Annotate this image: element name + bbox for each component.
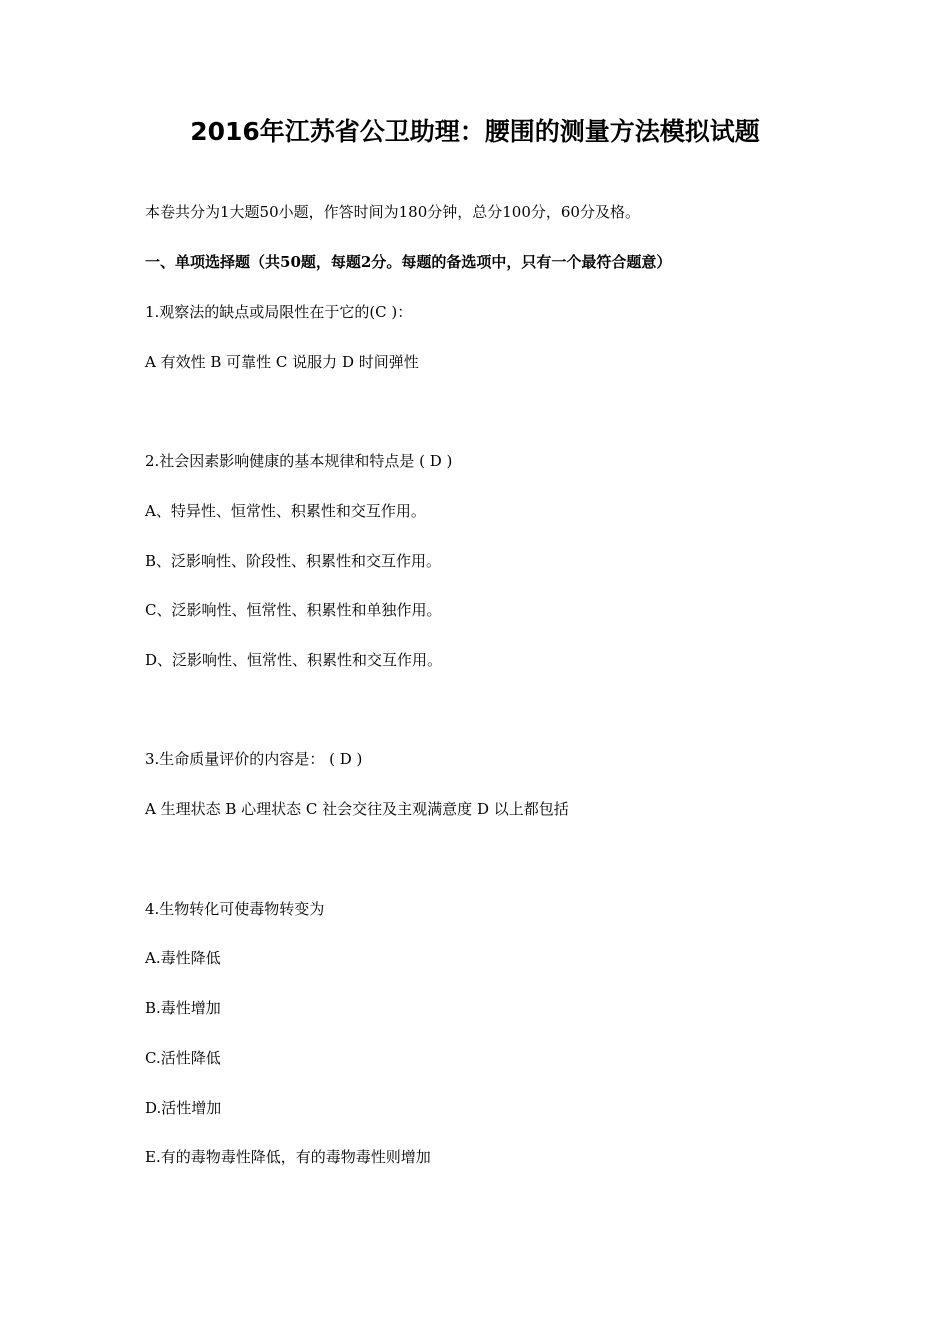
question-3-options: A 生理状态 B 心理状态 C 社会交往及主观满意度 D 以上都包括 — [145, 800, 569, 818]
question-2-option-b: B、泛影响性、阶段性、积累性和交互作用。 — [145, 552, 442, 570]
question-1-options: A 有效性 B 可靠性 C 说服力 D 时间弹性 — [145, 353, 419, 371]
question-4-option-c: C.活性降低 — [145, 1049, 221, 1067]
question-2-option-d: D、泛影响性、恒常性、积累性和交互作用。 — [145, 651, 443, 669]
question-2-stem: 2.社会因素影响健康的基本规律和特点是 ( D ) — [145, 452, 453, 470]
document-title: 2016年江苏省公卫助理：腰围的测量方法模拟试题 — [190, 117, 760, 146]
question-4-option-a: A.毒性降低 — [145, 949, 221, 967]
question-4-option-e: E.有的毒物毒性降低，有的毒物毒性则增加 — [145, 1148, 431, 1166]
exam-intro: 本卷共分为1大题50小题，作答时间为180分钟，总分100分，60分及格。 — [145, 203, 640, 221]
question-4-option-b: B.毒性增加 — [145, 999, 221, 1017]
question-4-stem: 4.生物转化可使毒物转变为 — [145, 900, 325, 918]
question-3-stem: 3.生命质量评价的内容是： ( D ) — [145, 750, 363, 768]
question-2-option-a: A、特异性、恒常性、积累性和交互作用。 — [145, 502, 426, 520]
question-2-option-c: C、泛影响性、恒常性、积累性和单独作用。 — [145, 601, 442, 619]
section-heading: 一、单项选择题（共50题，每题2分。每题的备选项中，只有一个最符合题意） — [145, 253, 672, 271]
question-1-stem: 1.观察法的缺点或局限性在于它的(C )： — [145, 303, 413, 321]
question-4-option-d: D.活性增加 — [145, 1099, 222, 1117]
